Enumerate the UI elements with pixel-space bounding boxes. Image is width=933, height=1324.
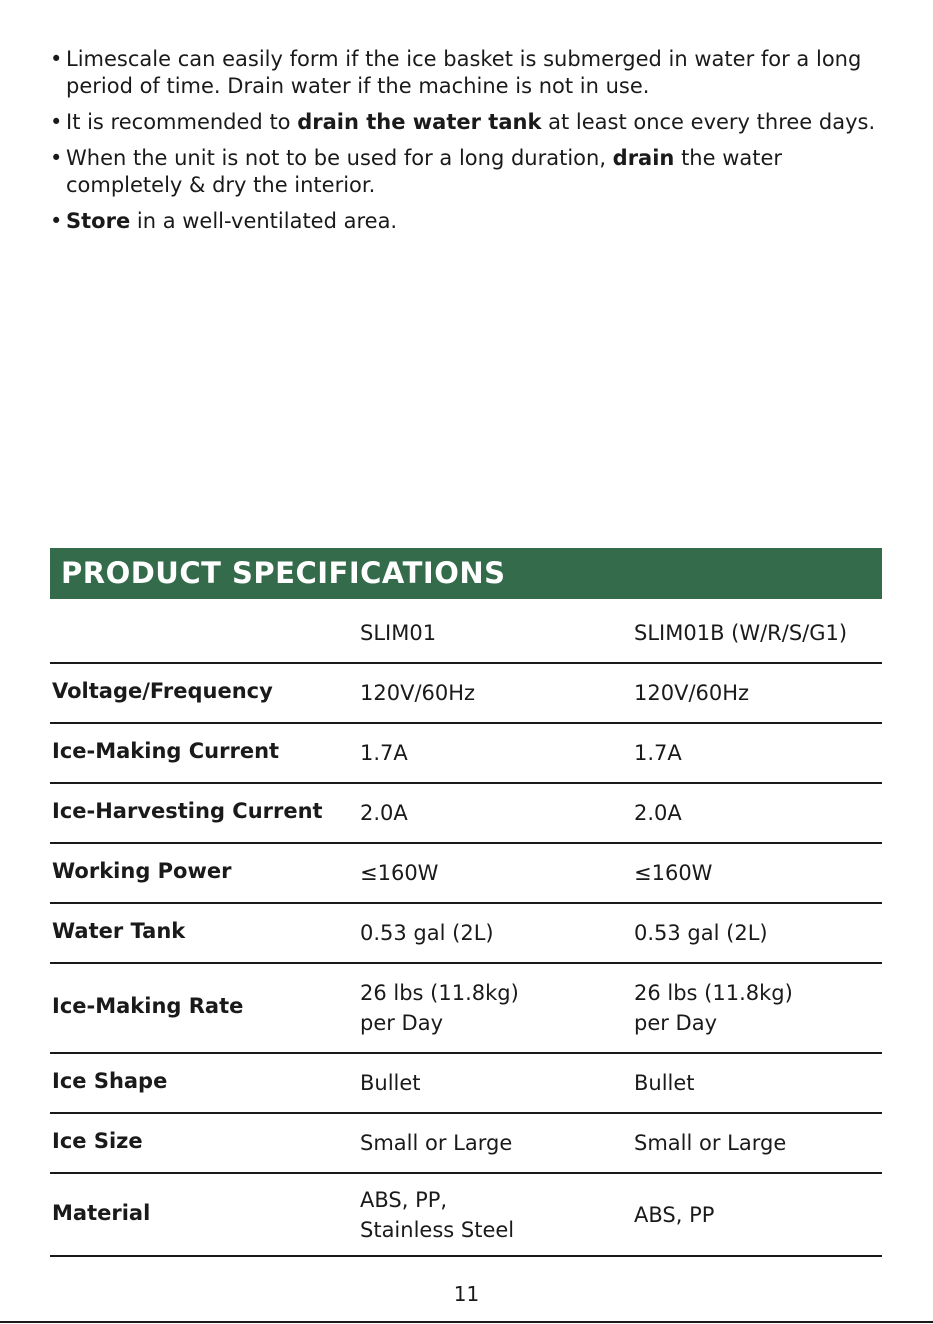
spec-label: Voltage/Frequency bbox=[52, 679, 273, 703]
section-banner bbox=[50, 548, 882, 599]
spec-label: Material bbox=[52, 1200, 151, 1225]
spec-row bbox=[50, 904, 882, 964]
bullet-item bbox=[50, 145, 890, 199]
spec-row bbox=[50, 784, 882, 844]
bullet-text: the water completely & dry the interior. bbox=[66, 146, 783, 197]
spec-value-slim01b: ABS, PP bbox=[634, 1202, 715, 1227]
spec-value-slim01: ABS, PP, Stainless Steel bbox=[360, 1187, 515, 1242]
spec-value-slim01b: 26 lbs (11.8kg) per Day bbox=[634, 981, 793, 1035]
spec-value-slim01b: SLIM01B (W/R/S/G1) bbox=[634, 621, 848, 645]
care-bullet-list bbox=[50, 46, 890, 244]
bullet-text: When the unit is not to be used for a long duration, bbox=[66, 146, 613, 170]
bullet-item bbox=[50, 109, 890, 136]
spec-table bbox=[50, 604, 882, 1257]
spec-value-slim01: SLIM01 bbox=[360, 621, 437, 645]
spec-value-slim01: 1.7A bbox=[360, 741, 408, 765]
page-number: 11 bbox=[453, 1282, 480, 1306]
spec-row bbox=[50, 724, 882, 784]
spec-value-slim01: 2.0A bbox=[360, 801, 408, 825]
bullet-dot: • bbox=[50, 146, 63, 170]
spec-label: Ice Shape bbox=[52, 1069, 168, 1093]
spec-label: Ice Size bbox=[52, 1129, 143, 1153]
spec-value-slim01b: Small or Large bbox=[634, 1131, 787, 1155]
bullet-emphasis: drain the water tank bbox=[297, 110, 542, 134]
bullet-emphasis: drain bbox=[612, 146, 675, 170]
spec-header-row bbox=[50, 604, 882, 664]
spec-value-slim01b: 1.7A bbox=[634, 741, 682, 765]
spec-value-slim01: 120V/60Hz bbox=[360, 681, 476, 705]
spec-value-slim01: 0.53 gal (2L) bbox=[360, 921, 494, 945]
spec-value-slim01: Bullet bbox=[360, 1071, 421, 1095]
spec-label: Ice-Making Rate bbox=[52, 994, 244, 1018]
spec-value-slim01b: 120V/60Hz bbox=[634, 681, 750, 705]
spec-row bbox=[50, 844, 882, 904]
bullet-text: in a well-ventilated area. bbox=[130, 209, 398, 233]
spec-row bbox=[50, 664, 882, 724]
spec-value-slim01: Small or Large bbox=[360, 1131, 513, 1155]
spec-value-slim01: 26 lbs (11.8kg) per Day bbox=[360, 981, 519, 1035]
spec-label: Ice-Harvesting Current bbox=[52, 799, 323, 823]
spec-row bbox=[50, 1174, 882, 1257]
spec-label: Working Power bbox=[52, 859, 232, 883]
spec-row bbox=[50, 1114, 882, 1174]
bullet-emphasis: Store bbox=[66, 209, 131, 233]
section-title: PRODUCT SPECIFICATIONS bbox=[61, 556, 506, 590]
spec-value-slim01b: ≤160W bbox=[634, 861, 713, 885]
spec-value-slim01: ≤160W bbox=[360, 861, 439, 885]
bullet-dot: • bbox=[50, 209, 63, 233]
bullet-text: at least once every three days. bbox=[541, 110, 876, 134]
bullet-item bbox=[50, 46, 890, 100]
bullet-text: Limescale can easily form if the ice basket is submerged in water for a long period of time. Drain water if the machine is not in use. bbox=[66, 47, 862, 98]
spec-label: Water Tank bbox=[52, 919, 186, 943]
spec-value-slim01b: 2.0A bbox=[634, 801, 682, 825]
bullet-dot: • bbox=[50, 110, 63, 134]
bullet-text: It is recommended to bbox=[66, 110, 298, 134]
spec-row bbox=[50, 1054, 882, 1114]
bullet-dot: • bbox=[50, 47, 63, 71]
spec-label: Ice-Making Current bbox=[52, 739, 280, 763]
bullet-item bbox=[50, 208, 890, 235]
spec-row bbox=[50, 964, 882, 1054]
spec-value-slim01b: Bullet bbox=[634, 1071, 695, 1095]
page-bottom-rule bbox=[0, 1321, 933, 1323]
spec-value-slim01b: 0.53 gal (2L) bbox=[634, 921, 768, 945]
